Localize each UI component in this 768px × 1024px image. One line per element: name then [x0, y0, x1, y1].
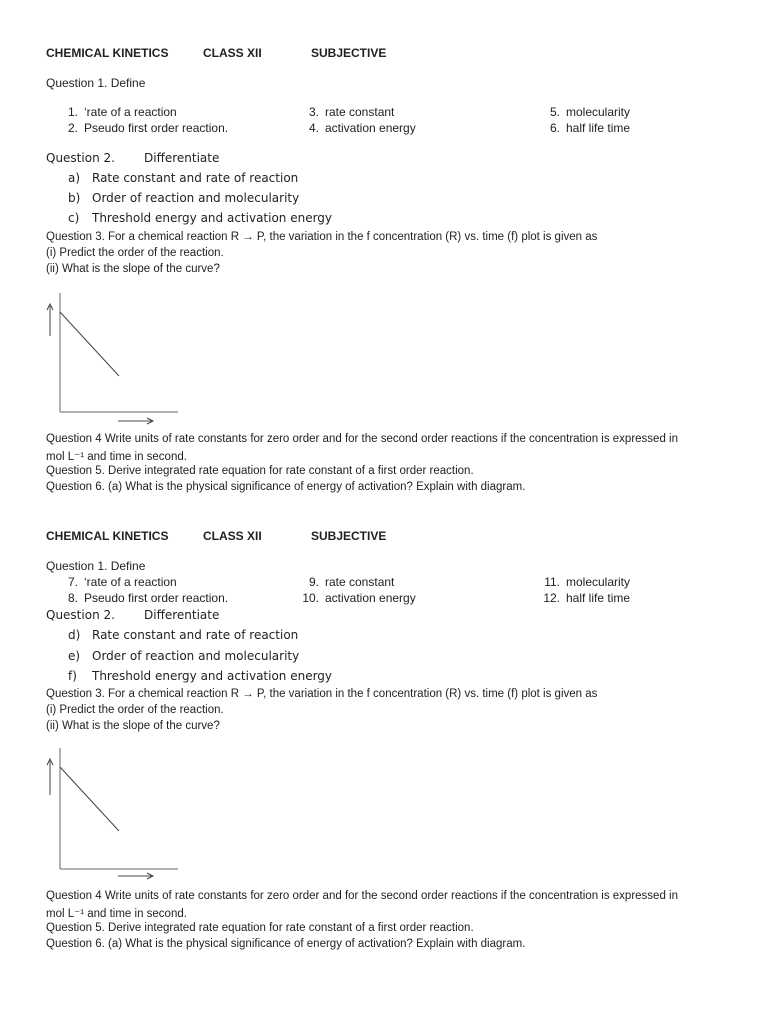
define-item: [56, 575, 177, 589]
item-number: 11.: [544, 575, 560, 589]
type-label: SUBJECTIVE: [311, 529, 387, 543]
item-text: rate constant: [325, 575, 395, 589]
item-text: activation energy: [325, 121, 416, 135]
define-item: [56, 121, 228, 135]
item-text: activation energy: [325, 591, 416, 605]
item-letter: c): [68, 211, 80, 225]
differentiate-item: [68, 649, 299, 663]
item-text: Order of reaction and molecularity: [92, 649, 300, 663]
question-3-text: Question 3. For a chemical reaction R → P, the variation in the f concentration (R) vs. time (f) plot is given as: [46, 688, 598, 700]
differentiate-item: [68, 669, 332, 683]
item-number: 4.: [308, 121, 319, 135]
define-item: [297, 591, 416, 605]
question-3-part-i: (i) Predict the order of the reaction.: [46, 704, 224, 716]
define-item: [56, 105, 177, 119]
question-1-label: Question 1. Define: [46, 76, 146, 90]
item-letter: d): [68, 628, 81, 642]
question-sheet-2: [0, 483, 768, 953]
question-3-part-ii: (ii) What is the slope of the curve?: [46, 720, 220, 732]
question-4-line-2: mol L⁻¹ and time in second.: [46, 908, 187, 920]
item-number: 1.: [67, 105, 78, 119]
question-6-text: Question 6. (a) What is the physical significance of energy of activation? Explain with diagram.: [46, 481, 526, 493]
item-text: Rate constant and rate of reaction: [92, 628, 299, 642]
item-text: Threshold energy and activation energy: [92, 211, 333, 225]
item-text: Rate constant and rate of reaction: [92, 171, 299, 185]
question-2-label: Question 2.: [46, 608, 115, 622]
item-number: 5.: [549, 105, 560, 119]
differentiate-item: [68, 171, 298, 185]
item-number: 7.: [67, 575, 78, 589]
question-2-verb: Differentiate: [144, 608, 220, 622]
item-letter: a): [68, 171, 81, 185]
define-item: [538, 575, 630, 589]
question-1-label: Question 1. Define: [46, 559, 146, 573]
question-3-part-ii: (ii) What is the slope of the curve?: [46, 263, 220, 275]
item-text: rate constant: [325, 105, 395, 119]
item-number: 3.: [308, 105, 319, 119]
item-text: ‘rate of a reaction: [84, 105, 177, 119]
define-item: [297, 575, 394, 589]
differentiate-item: [68, 211, 332, 225]
item-number: 6.: [549, 121, 560, 135]
item-letter: e): [68, 649, 81, 663]
define-item: [297, 121, 416, 135]
define-item: [56, 591, 228, 605]
item-letter: b): [68, 191, 81, 205]
class-label: CLASS XII: [203, 46, 262, 60]
item-text: molecularity: [566, 105, 631, 119]
question-4-line-1: Question 4 Write units of rate constants for zero order and for the second order reactions if the concentration is expressed in: [46, 433, 678, 445]
question-3-text: Question 3. For a chemical reaction R → P, the variation in the f concentration (R) vs. time (f) plot is given as: [46, 231, 598, 243]
differentiate-item: [68, 191, 299, 205]
define-item: [297, 105, 394, 119]
question-2-label: Question 2.: [46, 151, 115, 165]
class-label: CLASS XII: [203, 529, 262, 543]
item-text: Order of reaction and molecularity: [92, 191, 300, 205]
item-text: ‘rate of a reaction: [84, 575, 177, 589]
differentiate-item: [68, 628, 298, 642]
question-6-text: Question 6. (a) What is the physical significance of energy of activation? Explain with diagram.: [46, 938, 526, 950]
define-item: [538, 591, 630, 605]
item-number: 8.: [67, 591, 78, 605]
question-3-part-i: (i) Predict the order of the reaction.: [46, 247, 224, 259]
item-text: half life time: [566, 121, 631, 135]
type-label: SUBJECTIVE: [311, 46, 387, 60]
question-2-verb: Differentiate: [144, 151, 220, 165]
item-number: 12.: [543, 591, 560, 605]
question-sheet-1: [0, 0, 768, 477]
define-item: [538, 121, 630, 135]
item-number: 10.: [302, 591, 319, 605]
item-text: Pseudo first order reaction.: [84, 591, 229, 605]
subject-title: CHEMICAL KINETICS: [46, 529, 169, 543]
item-number: 9.: [308, 575, 319, 589]
define-item: [538, 105, 630, 119]
item-text: molecularity: [566, 575, 631, 589]
item-letter: f): [68, 669, 77, 683]
item-text: half life time: [566, 591, 631, 605]
question-5-text: Question 5. Derive integrated rate equation for rate constant of a first order reaction.: [46, 922, 474, 934]
question-4-line-1: Question 4 Write units of rate constants for zero order and for the second order reactions if the concentration is expressed in: [46, 890, 678, 902]
question-5-text: Question 5. Derive integrated rate equation for rate constant of a first order reaction.: [46, 465, 474, 477]
concentration-time-graph: [44, 745, 184, 885]
question-4-line-2: mol L⁻¹ and time in second.: [46, 451, 187, 463]
subject-title: CHEMICAL KINETICS: [46, 46, 169, 60]
concentration-time-graph: [44, 288, 184, 428]
item-text: Pseudo first order reaction.: [84, 121, 229, 135]
item-number: 2.: [67, 121, 78, 135]
item-text: Threshold energy and activation energy: [92, 669, 333, 683]
